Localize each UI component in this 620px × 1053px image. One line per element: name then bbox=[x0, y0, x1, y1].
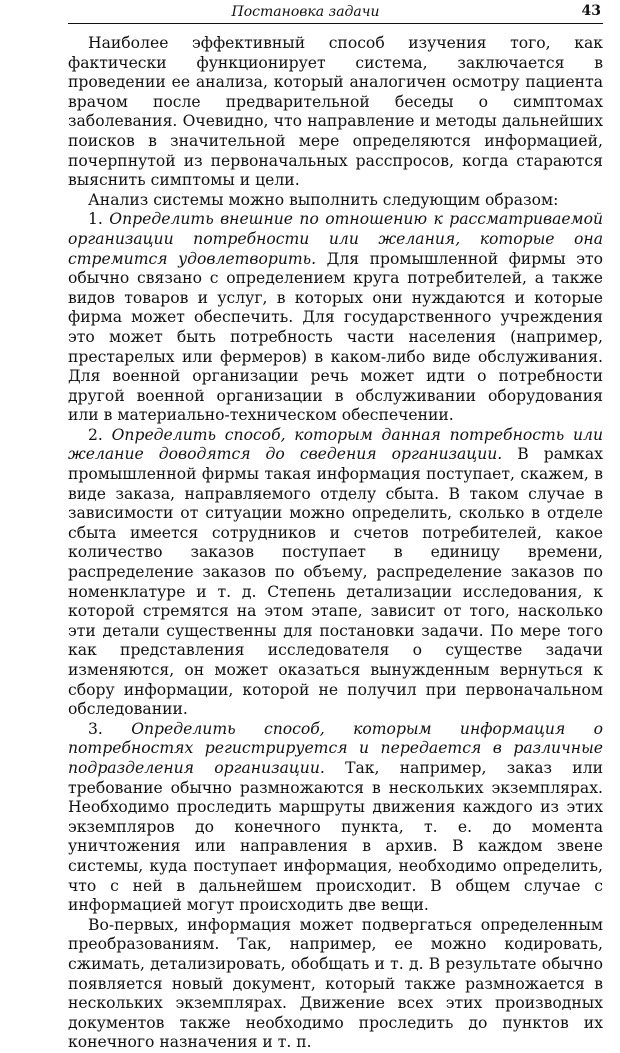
paragraph-3-italic: Определить внешние по отношению к рассматриваемой организации потребности или желания, которые она стремится удовлетворить. bbox=[68, 210, 603, 268]
paragraph-5-italic: Определить способ, которым информация о потребностях регистрируется и передается в различные подразделения организации. bbox=[68, 719, 603, 777]
paragraph-1: Наиболее эффективный способ изучения того, как фактически функционирует система, заключается в проведении ее анализа, который аналогичен осмотру пациента врачом после предварительной беседы о симптомах заболевания. Очевидно, что направление и методы дальнейших поисков в значительной мере определяются информацией, почерпнутой из первоначальных расспросов, когда стараются выяснить симптомы и цели. bbox=[68, 34, 603, 190]
page-number: 43 bbox=[581, 3, 601, 19]
running-header bbox=[68, 1, 603, 24]
paragraph-3: 1. Определить внешние по отношению к рассматриваемой организации потребности или желания, которые она стремится удовлетворить. Для промышленной фирмы это обычно связано с определением круга потребителей, а также видов товаров и услуг, в которых они нуждаются и которые фирма может обеспечить. Для государственного учреждения это может быть потребность части населения (например, престарелых или фермеров) в каком-либо виде обслуживания. Для военной организации речь может идти о потребности другой военной организации в обслуживании оборудования или в материально-техническом обеспечении. bbox=[68, 210, 603, 425]
paragraph-6: Во-первых, информация может подвергаться определенным преобразованиям. Так, например, ее можно кодировать, сжимать, детализировать, обобщать и т. д. В результате обычно появляется новый документ, который также размножается в нескольких экземплярах. Движение всех этих производных документов также необходимо проследить до пунктов их конечного назначения и т. п. bbox=[68, 915, 603, 1052]
body-text bbox=[68, 34, 603, 1053]
paragraph-2: Анализ системы можно выполнить следующим образом: bbox=[88, 190, 559, 209]
header-title: Постановка задачи bbox=[231, 4, 380, 20]
paragraph-4: 2. Определить способ, которым данная потребность или желание доводятся до сведения организации. В рамках промышленной фирмы такая информация поступает, скажем, в виде заказа, направляемого отделу сбыта. В таком случае в зависимости от ситуации можно определить, сколько в отделе сбыта имеется сотрудников и счетов потребителей, какое количество заказов поступает в единицу времени, распределение заказов по объему, распределение заказов по номенклатуре и т. д. Степень детализации исследования, к которой стремятся на этом этапе, зависит от того, насколько эти детали существенны для постановки задачи. По мере того как представления исследователя о существе задачи изменяются, он может оказаться вынужденным вернуться к сбору информации, которой не получил при первоначальном обследовании. bbox=[68, 425, 604, 719]
paragraph-5: 3. Определить способ, которым информация о потребностях регистрируется и передается в различные подразделения организации. Так, например, заказ или требование обычно размножаются в нескольких экземплярах. Необходимо проследить маршруты движения каждого из этих экземпляров до конечного пункта, т. е. до момента уничтожения или направления в архив. В каждом звене системы, куда поступает информация, необходимо определить, что с ней в дальнейшем происходит. В общем случае с информацией могут происходить две вещи. bbox=[68, 719, 603, 915]
paragraph-4-italic: Определить способ, которым данная потребность или желание доводятся до сведения организации. bbox=[68, 425, 604, 464]
page bbox=[0, 1, 620, 1052]
